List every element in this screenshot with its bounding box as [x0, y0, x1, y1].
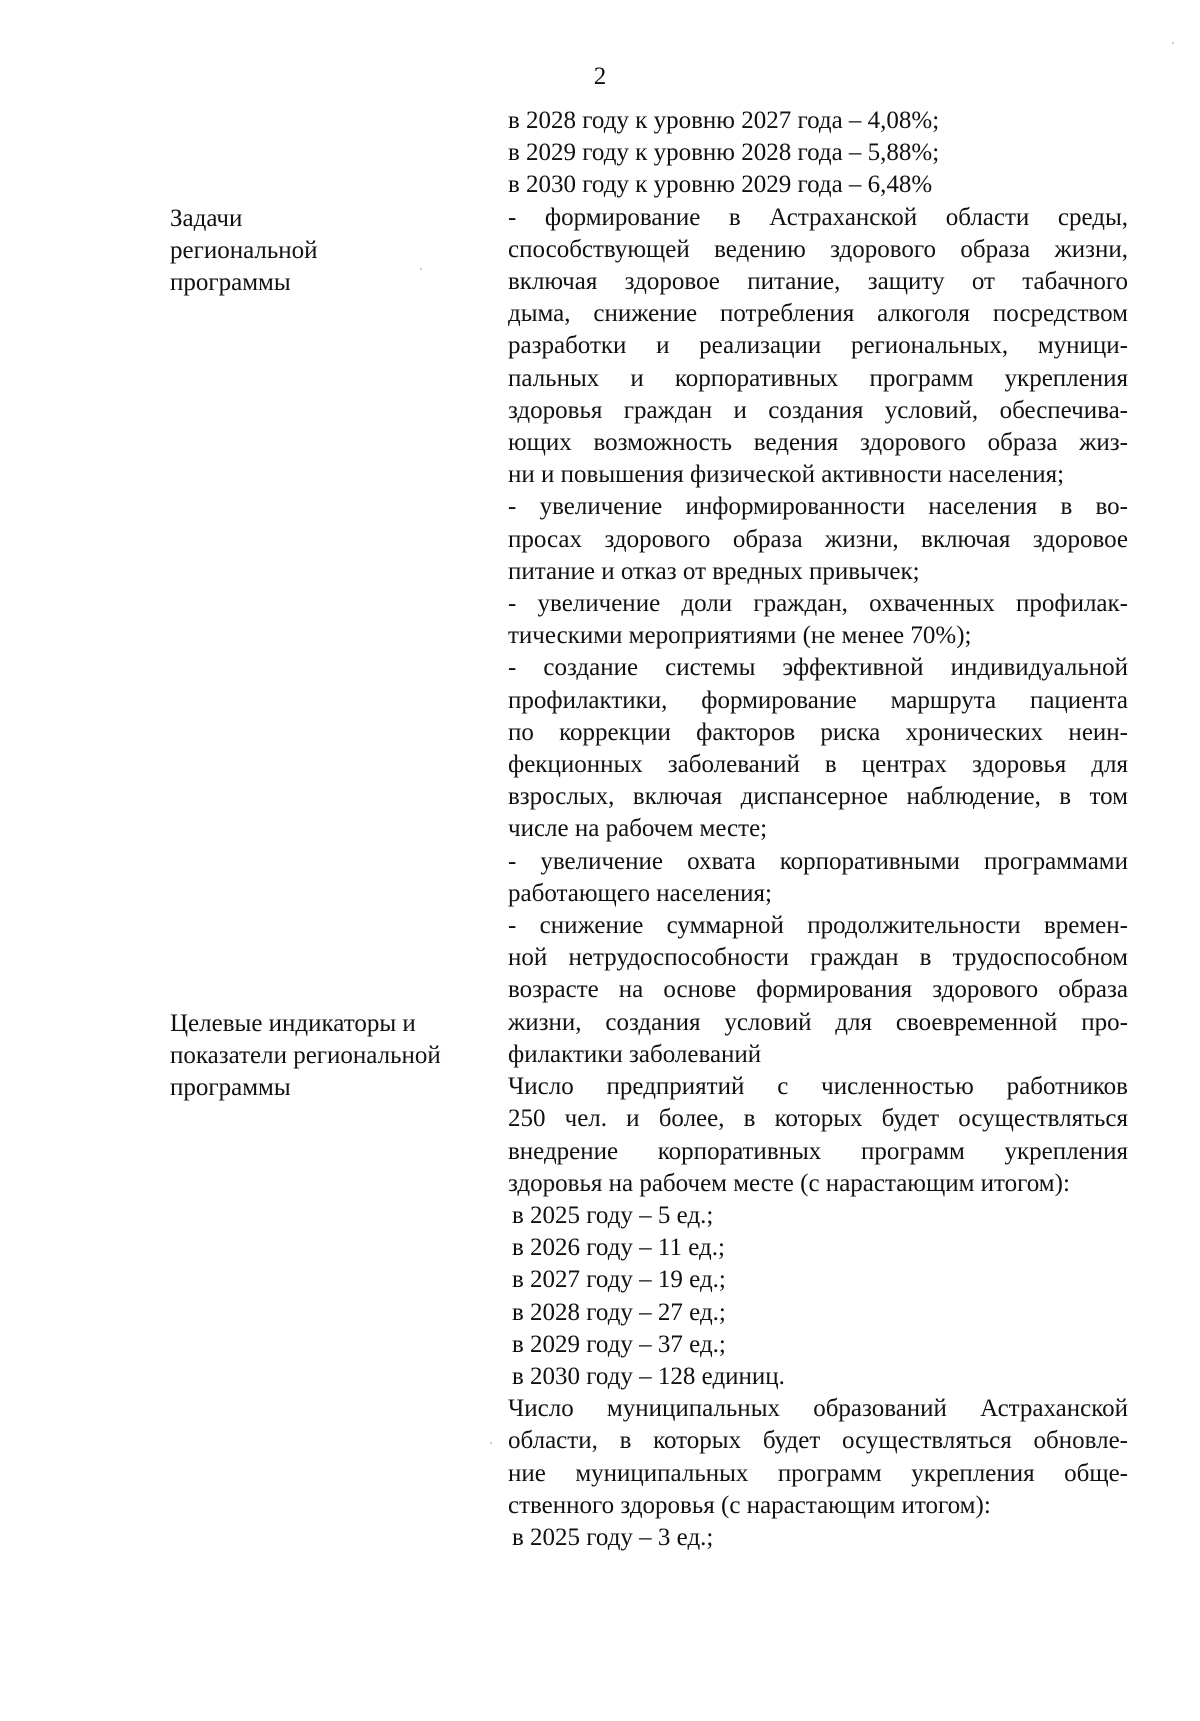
- indicators-label-line: Целевые индикаторы и: [170, 1010, 416, 1037]
- tasks-line: ни и повышения физической активности населения;: [508, 461, 1065, 489]
- tasks-line: дыма, снижение потребления алкоголя посредством: [508, 300, 1128, 328]
- tasks-line: - увеличение информированности населения в во-: [508, 493, 1128, 521]
- growth-line: в 2028 году к уровню 2027 года – 4,08%;: [508, 107, 940, 134]
- content-column: [508, 105, 1128, 1554]
- indicator-municipalities: [508, 1393, 1128, 1554]
- indicator-year-line: в 2026 году – 11 ед.;: [512, 1234, 725, 1262]
- tasks-line: работающего населения;: [508, 879, 772, 907]
- tasks-line: - увеличение охвата корпоративными программами: [508, 847, 1128, 875]
- tasks-label-line: Задачи: [170, 205, 243, 232]
- indicator-line: здоровья на рабочем месте (с нарастающим итогом):: [508, 1169, 1070, 1197]
- indicator-year-line: в 2025 году – 3 ед.;: [512, 1523, 714, 1551]
- tasks-line: ющих возможность ведения здорового образа жиз-: [508, 429, 1128, 457]
- tasks-line: - увеличение доли граждан, охваченных профилак-: [508, 590, 1128, 618]
- indicator-year-line: в 2025 году – 5 ед.;: [512, 1201, 714, 1229]
- indicator-line: внедрение корпоративных программ укрепления: [508, 1137, 1128, 1165]
- tasks-line: разработки и реализации региональных, муници-: [508, 332, 1128, 360]
- page-number: 2: [593, 63, 607, 90]
- indicator-year-line: в 2030 году – 128 единиц.: [512, 1362, 785, 1390]
- tasks-line: пальных и корпоративных программ укрепления: [508, 364, 1128, 392]
- indicators-label: [170, 1008, 490, 1104]
- indicator-line: ственного здоровья (с нарастающим итогом):: [508, 1491, 991, 1519]
- indicator-line: 250 чел. и более, в которых будет осуществляться: [508, 1105, 1128, 1133]
- indicator-year-line: в 2028 году – 27 ед.;: [512, 1298, 726, 1326]
- tasks-label: [170, 203, 490, 299]
- scan-speck: [420, 268, 422, 270]
- tasks-line: просах здорового образа жизни, включая здоровое: [508, 525, 1128, 553]
- tasks-line: взрослых, включая диспансерное наблюдение, в том: [508, 783, 1128, 811]
- tasks-line: числе на рабочем месте;: [508, 815, 768, 843]
- tasks-line: - формирование в Астраханской области среды,: [508, 203, 1128, 231]
- tasks-line: фекционных заболеваний в центрах здоровья для: [508, 751, 1128, 779]
- tasks-line: по коррекции факторов риска хронических неин-: [508, 718, 1128, 746]
- growth-line: в 2030 году к уровню 2029 года – 6,48%: [508, 171, 933, 199]
- indicator-enterprises: [508, 1071, 1128, 1393]
- tasks-label-line: региональной: [170, 237, 318, 264]
- tasks-label-line: программы: [170, 269, 291, 296]
- growth-line: в 2029 году к уровню 2028 года – 5,88%;: [508, 139, 940, 167]
- scan-speck: [490, 1442, 492, 1444]
- tasks-line: - создание системы эффективной индивидуальной: [508, 654, 1128, 682]
- indicator-year-line: в 2027 году – 19 ед.;: [512, 1266, 726, 1294]
- tasks-line: возрасте на основе формирования здорового образа: [508, 976, 1128, 1004]
- tasks-line: здоровья граждан и создания условий, обеспечива-: [508, 396, 1128, 424]
- tasks-line: профилактики, формирование маршрута пациента: [508, 686, 1128, 714]
- growth-continuation: [508, 105, 1128, 202]
- tasks-line: филактики заболеваний: [508, 1040, 762, 1068]
- tasks-line: - снижение суммарной продолжительности времен-: [508, 912, 1128, 940]
- tasks-line: жизни, создания условий для своевременной про-: [508, 1008, 1128, 1036]
- tasks-line: ной нетрудоспособности граждан в трудоспособном: [508, 944, 1128, 972]
- indicators-label-line: программы: [170, 1074, 291, 1101]
- indicator-line: Число муниципальных образований Астраханской: [508, 1395, 1128, 1423]
- indicators-label-line: показатели региональной: [170, 1042, 441, 1069]
- tasks-line: способствующей ведению здорового образа жизни,: [508, 235, 1128, 263]
- indicator-line: ние муниципальных программ укрепления обще-: [508, 1459, 1128, 1487]
- indicator-year-line: в 2029 году – 37 ед.;: [512, 1330, 726, 1358]
- tasks-line: включая здоровое питание, защиту от табачного: [508, 268, 1128, 296]
- tasks-line: питание и отказ от вредных привычек;: [508, 557, 920, 585]
- scan-speck: [1172, 42, 1174, 44]
- tasks-line: тическими мероприятиями (не менее 70%);: [508, 622, 972, 650]
- tasks-text: [508, 202, 1128, 1071]
- indicator-line: Число предприятий с численностью работников: [508, 1073, 1128, 1101]
- indicator-line: области, в которых будет осуществляться обновле-: [508, 1427, 1128, 1455]
